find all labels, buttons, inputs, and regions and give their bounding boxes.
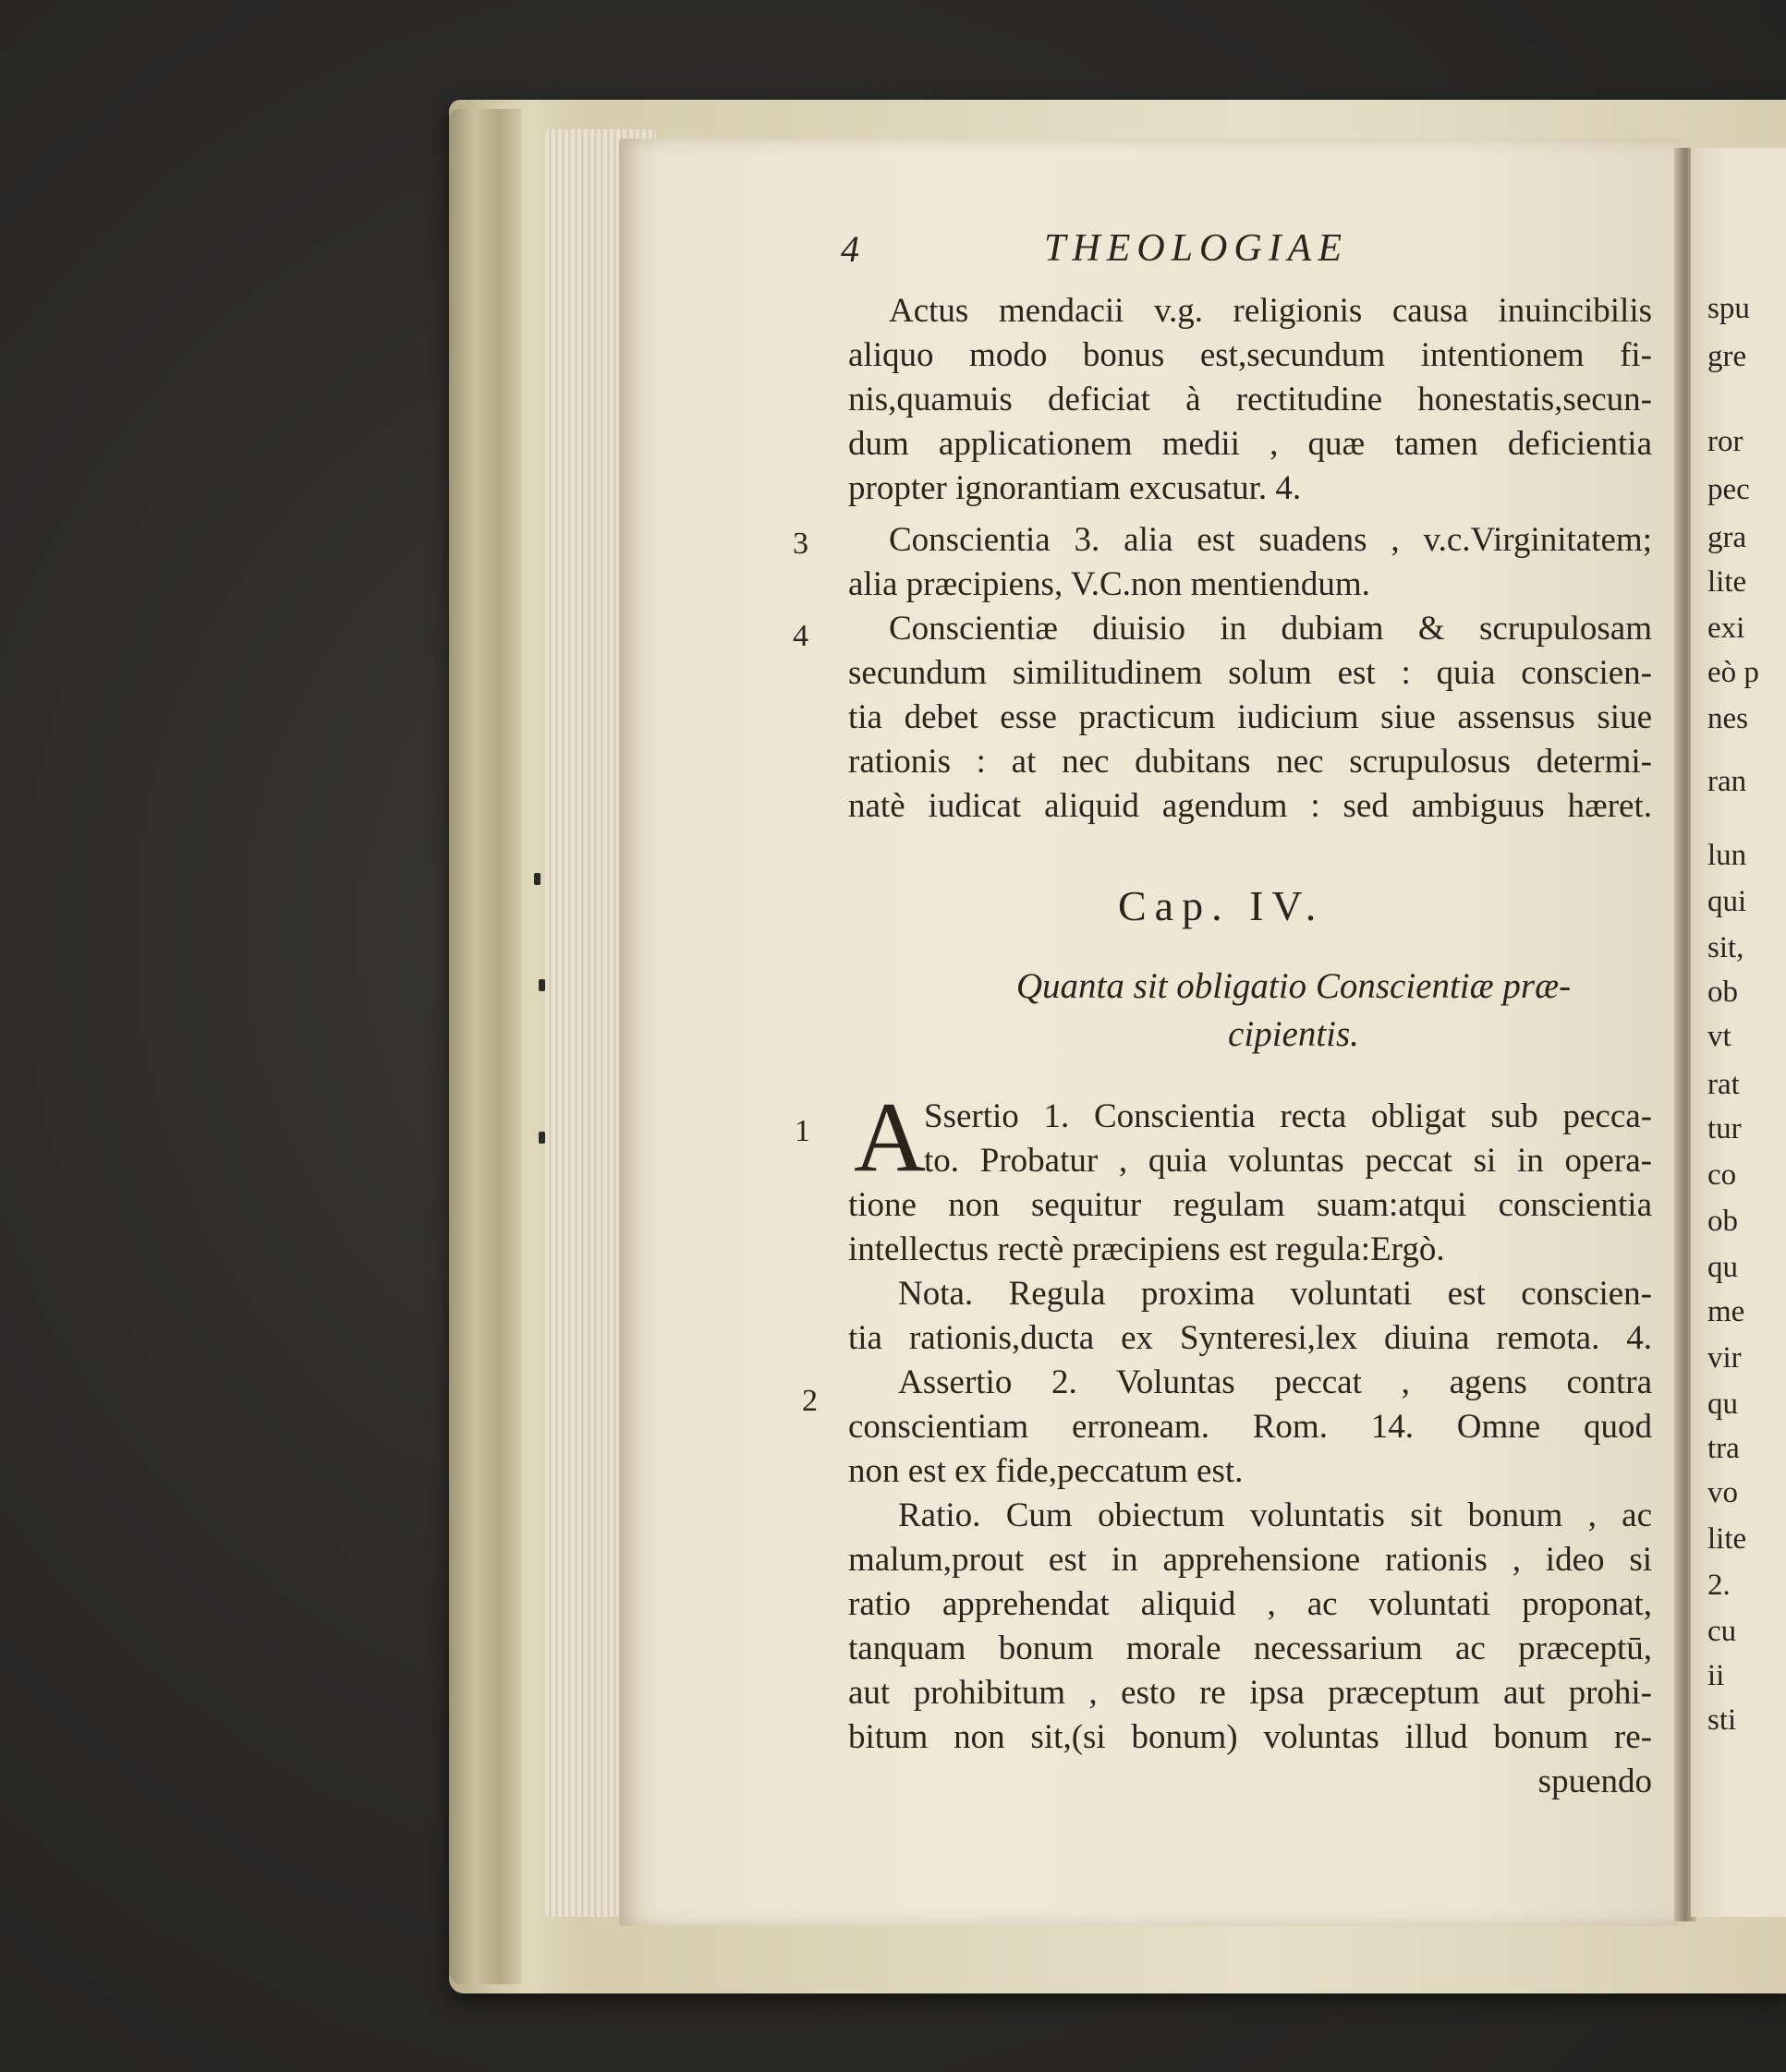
text-line: tanquam bonum morale necessarium ac præceptū, <box>848 1630 1652 1667</box>
text-line: tione non sequitur regulam suam:atqui conscientia <box>848 1186 1652 1224</box>
text-line: nis,quamuis deficiat à rectitudine honestatis,secun- <box>848 381 1652 418</box>
text-line: bitum non sit,(si bonum) voluntas illud bonum re- <box>848 1718 1652 1756</box>
facing-page-fragment: spu <box>1707 292 1750 325</box>
chapter-subtitle: Quanta sit obligatio Conscientiæ præ- <box>1015 966 1572 1006</box>
facing-page-fragment: ran <box>1707 765 1747 798</box>
text-line: Ratio. Cum obiectum voluntatis sit bonum , ac <box>898 1496 1652 1534</box>
spine-mark <box>539 979 545 991</box>
facing-page-fragment: co <box>1707 1158 1737 1192</box>
text-line: conscientiam erroneam. Rom. 14. Omne quod <box>848 1408 1652 1446</box>
facing-page-fragment: qu <box>1707 1251 1738 1284</box>
facing-page-fragment: vir <box>1707 1341 1742 1375</box>
text-line: aut prohibitum , esto re ipsa præceptum aut prohi- <box>848 1674 1652 1712</box>
text-line: Actus mendacii v.g. religionis causa inuincibilis <box>889 292 1652 330</box>
facing-page-fragment: qu <box>1707 1387 1738 1421</box>
catchword: spuendo <box>1537 1763 1652 1800</box>
drop-cap: A <box>854 1083 926 1193</box>
text-line: Ssertio 1. Conscientia recta obligat sub pecca- <box>924 1097 1652 1135</box>
text-line: non est ex fide,peccatum est. <box>848 1452 1244 1490</box>
facing-page-fragment: me <box>1707 1295 1745 1328</box>
text-line: malum,prout est in apprehensione rationis , ideo si <box>848 1541 1652 1579</box>
margin-number: 2 <box>802 1384 818 1418</box>
facing-page-fragment: ob <box>1707 975 1738 1009</box>
facing-page-fragment: vo <box>1707 1476 1738 1509</box>
text-line: alia præcipiens, V.C.non mentiendum. <box>848 565 1370 603</box>
facing-page-fragment: nes <box>1707 702 1748 735</box>
facing-page-fragment: cu <box>1707 1615 1737 1648</box>
facing-page-fragment: sit, <box>1707 931 1744 964</box>
facing-page-fragment: ob <box>1707 1205 1738 1238</box>
spine-mark <box>539 1132 545 1144</box>
text-line: Nota. Regula proxima voluntati est conscien- <box>898 1275 1652 1313</box>
binding-spine <box>449 109 521 1984</box>
margin-number: 3 <box>793 527 808 561</box>
facing-page-fragment: pec <box>1707 473 1750 506</box>
facing-page-fragment: ror <box>1707 425 1743 458</box>
facing-page <box>1691 148 1786 1917</box>
text-line: tia debet esse practicum iudicium siue assensus siue <box>848 698 1652 736</box>
facing-page-fragment: ii <box>1707 1659 1725 1692</box>
chapter-subtitle: cipientis. <box>1228 1014 1359 1054</box>
text-line: natè iudicat aliquid agendum : sed ambiguus hæret. <box>848 787 1652 825</box>
spine-mark <box>534 873 541 885</box>
facing-page-fragment: qui <box>1707 885 1747 918</box>
running-head: THEOLOGIAE <box>1044 227 1348 270</box>
margin-number: 1 <box>795 1114 810 1148</box>
margin-number: 4 <box>793 619 808 653</box>
text-line: rationis : at nec dubitans nec scrupulosus determi- <box>848 743 1652 781</box>
text-line: Conscientiæ diuisio in dubiam & scrupulosam <box>889 610 1652 648</box>
facing-page-fragment: tur <box>1707 1112 1742 1145</box>
facing-page-fragment: 2. <box>1707 1569 1731 1602</box>
facing-page-fragment: lite <box>1707 565 1747 599</box>
text-line: to. Probatur , quia voluntas peccat si in opera- <box>924 1142 1652 1180</box>
text-line: tia rationis,ducta ex Synteresi,lex diuina remota. 4. <box>848 1319 1652 1357</box>
text-line: propter ignorantiam excusatur. 4. <box>848 469 1302 507</box>
facing-page-fragment: eò p <box>1707 656 1759 689</box>
facing-page-fragment: rat <box>1707 1068 1740 1101</box>
text-line: aliquo modo bonus est,secundum intentionem fi- <box>848 336 1652 374</box>
text-line: Assertio 2. Voluntas peccat , agens contra <box>898 1363 1652 1401</box>
facing-page-fragment: exi <box>1707 612 1745 645</box>
facing-page-fragment: lite <box>1707 1522 1747 1556</box>
facing-page-fragment: vt <box>1707 1020 1731 1053</box>
text-line: ratio apprehendat aliquid , ac voluntati proponat, <box>848 1585 1652 1623</box>
text-line: Conscientia 3. alia est suadens , v.c.Virginitatem; <box>889 521 1652 559</box>
chapter-heading: Cap. IV. <box>1118 882 1325 929</box>
text-line: intellectus rectè præcipiens est regula:Ergò. <box>848 1230 1445 1268</box>
facing-page-fragment: lun <box>1707 839 1747 872</box>
facing-page-fragment: gra <box>1707 521 1747 554</box>
page-number: 4 <box>841 228 859 270</box>
facing-page-fragment: tra <box>1707 1432 1740 1465</box>
facing-page-fragment: gre <box>1707 340 1747 373</box>
text-line: secundum similitudinem solum est : quia conscien- <box>848 654 1652 692</box>
text-line: dum applicationem medii , quæ tamen deficientia <box>848 425 1652 463</box>
facing-page-fragment: sti <box>1707 1703 1737 1737</box>
